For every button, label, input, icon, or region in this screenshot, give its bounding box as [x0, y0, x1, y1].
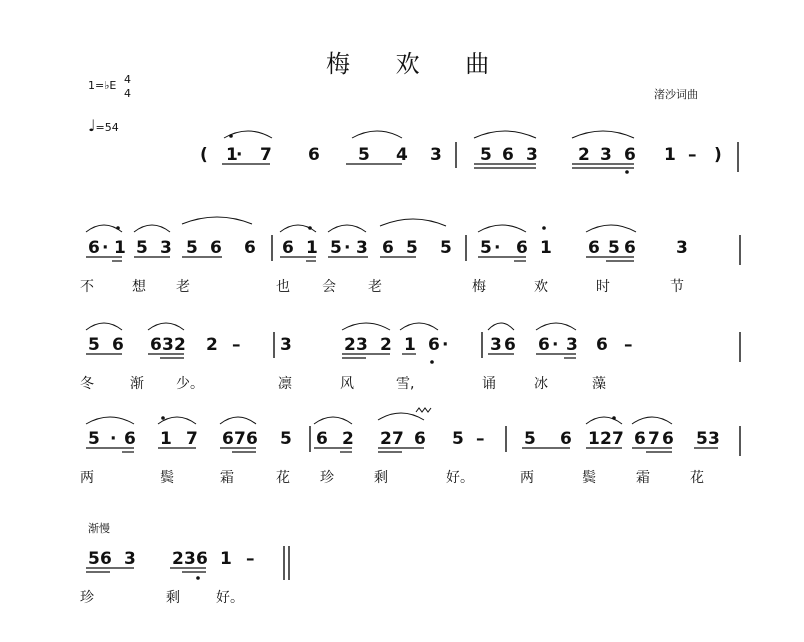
note-1-7: 6: [244, 238, 256, 258]
note-3-23: 6: [662, 429, 674, 449]
lyric-4-0: 珍: [80, 590, 94, 606]
note-2-0: 5: [88, 335, 100, 355]
note-2-9: 3: [356, 335, 368, 355]
note-4-6: 1: [220, 549, 232, 569]
note-2-20: –: [624, 335, 633, 355]
time-signature-bottom: 4: [124, 87, 131, 100]
note-2-17: ·: [552, 335, 559, 355]
slur-12: [86, 323, 122, 330]
note-0-11: 2: [578, 145, 590, 165]
note-4-7: –: [246, 549, 255, 569]
note-1-3: 5: [136, 238, 148, 258]
note-3-1: ·: [110, 429, 117, 449]
slur-11: [586, 225, 636, 232]
octave-dot-5: [430, 360, 434, 364]
note-1-10: 5: [330, 238, 342, 258]
note-0-16: ): [714, 145, 722, 165]
note-2-6: –: [232, 335, 241, 355]
note-1-1: ·: [102, 238, 109, 258]
note-1-4: 3: [160, 238, 172, 258]
note-3-9: 6: [316, 429, 328, 449]
slur-16: [488, 323, 514, 330]
page-title: 梅 欢 曲: [326, 50, 509, 78]
note-1-2: 1: [114, 238, 126, 258]
note-3-12: 7: [392, 429, 404, 449]
slur-21: [314, 417, 352, 424]
note-1-18: 6: [516, 238, 528, 258]
lyric-3-6: 好。: [446, 470, 474, 486]
lyric-3-1: 鬓: [160, 470, 174, 486]
key-prefix: 1=: [88, 79, 105, 92]
note-3-19: 2: [600, 429, 612, 449]
note-2-1: 6: [112, 335, 124, 355]
note-3-24: 5: [696, 429, 708, 449]
note-0-8: 5: [480, 145, 492, 165]
note-0-5: 5: [358, 145, 370, 165]
lyric-2-7: 冰: [534, 376, 548, 392]
note-4-2: 3: [124, 549, 136, 569]
note-3-16: 5: [524, 429, 536, 449]
lyric-3-10: 花: [690, 470, 704, 486]
note-3-6: 7: [234, 429, 246, 449]
note-1-6: 6: [210, 238, 222, 258]
slur-23: [586, 417, 622, 424]
note-1-0: 6: [88, 238, 100, 258]
note-2-7: 3: [280, 335, 292, 355]
slur-5: [134, 225, 170, 232]
octave-dot-3: [308, 226, 312, 230]
note-3-22: 7: [648, 429, 660, 449]
slur-15: [400, 323, 438, 330]
lyric-3-4: 珍: [320, 470, 334, 486]
note-3-11: 2: [380, 429, 392, 449]
key-letter: E: [109, 79, 117, 92]
note-3-20: 7: [612, 429, 624, 449]
note-3-8: 5: [280, 429, 292, 449]
note-3-7: 6: [246, 429, 258, 449]
slur-2: [474, 131, 536, 138]
flat-icon: ♭: [104, 79, 110, 92]
lyric-1-6: 梅: [472, 279, 486, 295]
quarter-note-icon: ♩: [88, 116, 96, 135]
octave-dot-6: [161, 416, 165, 420]
note-0-9: 6: [502, 145, 514, 165]
note-3-21: 6: [634, 429, 646, 449]
slur-22: [378, 413, 424, 420]
note-1-20: 6: [588, 238, 600, 258]
lyric-1-9: 节: [670, 279, 684, 295]
slur-13: [148, 323, 184, 330]
lyric-2-8: 藻: [592, 376, 606, 392]
lyric-2-1: 渐: [130, 376, 144, 392]
slur-20: [220, 417, 256, 424]
lyric-1-5: 老: [368, 279, 382, 295]
note-2-4: 2: [174, 335, 186, 355]
time-signature-top: 4: [124, 73, 131, 86]
note-4-1: 6: [100, 549, 112, 569]
slur-3: [572, 131, 634, 138]
note-3-3: 1: [160, 429, 172, 449]
note-3-5: 6: [222, 429, 234, 449]
octave-dot-0: [229, 134, 233, 138]
lyric-1-3: 也: [276, 279, 290, 295]
note-0-10: 3: [526, 145, 538, 165]
note-0-4: 6: [308, 145, 320, 165]
lyric-3-3: 花: [276, 470, 290, 486]
lyric-3-2: 霜: [220, 470, 234, 486]
note-4-3: 2: [172, 549, 184, 569]
note-1-23: 3: [676, 238, 688, 258]
note-1-8: 6: [282, 238, 294, 258]
note-0-13: 6: [624, 145, 636, 165]
note-2-8: 2: [344, 335, 356, 355]
note-0-7: 3: [430, 145, 442, 165]
note-2-3: 3: [162, 335, 174, 355]
note-3-2: 6: [124, 429, 136, 449]
note-4-5: 6: [196, 549, 208, 569]
note-2-10: 2: [380, 335, 392, 355]
note-1-5: 5: [186, 238, 198, 258]
note-2-14: 3: [490, 335, 502, 355]
note-3-14: 5: [452, 429, 464, 449]
note-0-0: (: [200, 145, 208, 165]
note-3-10: 2: [342, 429, 354, 449]
note-3-17: 6: [560, 429, 572, 449]
note-2-5: 2: [206, 335, 218, 355]
composer-credit: 渚沙词曲: [654, 88, 698, 101]
lyric-1-0: 不: [80, 279, 94, 295]
note-1-19: 1: [540, 238, 552, 258]
note-3-15: –: [476, 429, 485, 449]
lyric-2-6: 诵: [482, 376, 496, 392]
lyric-3-9: 霜: [636, 470, 650, 486]
lyric-1-7: 欢: [534, 279, 548, 295]
note-2-19: 6: [596, 335, 608, 355]
note-3-4: 7: [186, 429, 198, 449]
slur-14: [342, 323, 390, 330]
octave-dot-7: [612, 416, 616, 420]
note-1-22: 6: [624, 238, 636, 258]
mordent-icon: [416, 408, 431, 412]
octave-dot-4: [542, 226, 546, 230]
octave-dot-8: [196, 576, 200, 580]
note-2-2: 6: [150, 335, 162, 355]
octave-dot-2: [116, 226, 120, 230]
note-1-14: 5: [406, 238, 418, 258]
note-1-15: 5: [440, 238, 452, 258]
slur-8: [328, 225, 366, 232]
note-0-1: 1: [226, 145, 238, 165]
note-0-3: 7: [260, 145, 272, 165]
note-0-6: 4: [396, 145, 408, 165]
slur-6: [182, 217, 252, 224]
note-3-13: 6: [414, 429, 426, 449]
note-4-4: 3: [184, 549, 196, 569]
lyric-2-0: 冬: [80, 376, 94, 392]
note-3-25: 3: [708, 429, 720, 449]
note-1-9: 1: [306, 238, 318, 258]
lyric-4-1: 剩: [166, 590, 180, 606]
slur-24: [632, 417, 672, 424]
note-0-14: 1: [664, 145, 676, 165]
note-0-12: 3: [600, 145, 612, 165]
lyric-4-2: 好。: [216, 590, 244, 606]
note-1-16: 5: [480, 238, 492, 258]
note-1-11: ·: [344, 238, 351, 258]
lyric-3-0: 两: [80, 470, 94, 486]
slur-17: [536, 323, 576, 330]
lyric-3-5: 剩: [374, 470, 388, 486]
note-2-12: 6: [428, 335, 440, 355]
slur-18: [86, 417, 134, 424]
dynamic-marking: 渐慢: [88, 522, 110, 535]
note-2-13: ·: [442, 335, 449, 355]
note-2-11: 1: [404, 335, 416, 355]
slur-1: [352, 131, 402, 138]
slur-9: [380, 219, 446, 226]
lyric-1-8: 时: [596, 279, 610, 295]
note-3-18: 1: [588, 429, 600, 449]
note-4-0: 5: [88, 549, 100, 569]
note-0-15: –: [688, 145, 697, 165]
lyric-1-1: 想: [132, 279, 146, 295]
note-1-17: ·: [494, 238, 501, 258]
note-2-18: 3: [566, 335, 578, 355]
octave-dot-1: [625, 170, 629, 174]
lyric-2-5: 雪,: [396, 376, 415, 392]
note-2-15: 6: [504, 335, 516, 355]
lyric-3-8: 鬓: [582, 470, 596, 486]
lyric-2-4: 风: [340, 376, 354, 392]
lyric-3-7: 两: [520, 470, 534, 486]
note-3-0: 5: [88, 429, 100, 449]
note-0-2: ·: [236, 145, 243, 165]
note-2-16: 6: [538, 335, 550, 355]
lyric-2-3: 凛: [278, 376, 292, 392]
lyric-2-2: 少。: [176, 376, 204, 392]
lyric-1-4: 会: [322, 279, 336, 295]
slur-10: [478, 225, 526, 232]
lyric-1-2: 老: [176, 279, 190, 295]
note-1-12: 3: [356, 238, 368, 258]
note-1-13: 6: [382, 238, 394, 258]
tempo-value: =54: [95, 121, 119, 134]
note-1-21: 5: [608, 238, 620, 258]
